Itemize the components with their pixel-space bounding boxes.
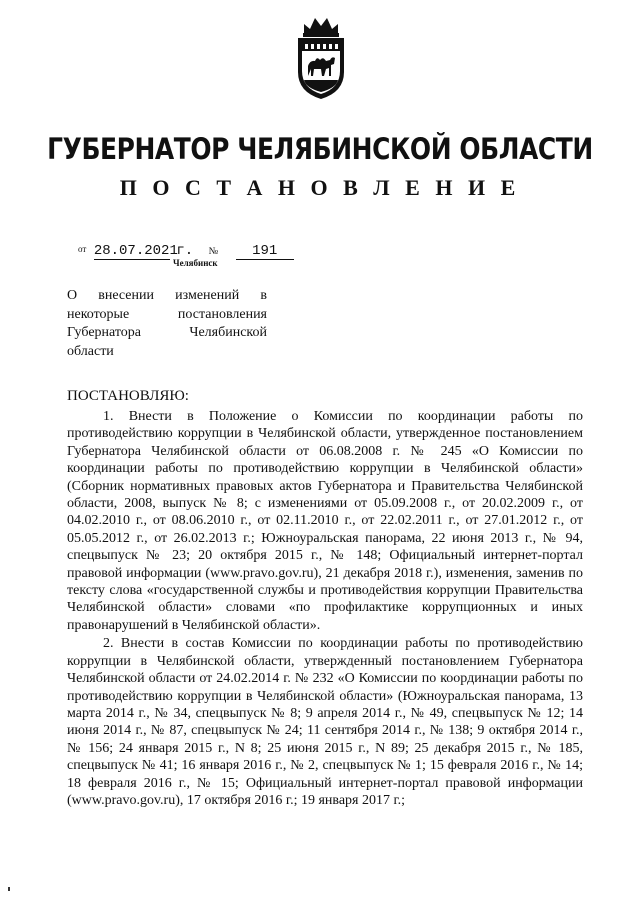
document-body: [67, 408, 583, 809]
document-type: П О С Т А Н О В Л Е Н И Е: [119, 175, 521, 200]
scan-mark: [8, 887, 10, 891]
number-sign: №: [208, 246, 219, 257]
city-label: Челябинск: [173, 258, 218, 268]
paragraph-2: 2. Внести в состав Комиссии по координации работы по противодействию коррупции в Челябинской области, утвержденный постановлением Губернатора Челябинской области от 24.02.2014 г. № 232 «О Комиссии по координации работы по противодействию коррупции в Челябинской области» (Южноуральская панорама, 13 марта 2014 г., № 34, спецвыпуск № 8; 9 апреля 2014 г., № 49, спецвыпуск № 12; 14 июня 2014 г., № 87, спецвыпуск № 24; 11 сентября 2014 г., № 138; 9 октября 2014 г., № 156; 24 января 2015 г., N 8; 25 июня 2015 г., N 89; 25 декабря 2015 г., № 185, спецвыпуск № 41; 16 января 2016 г., № 2, спецвыпуск № 1; 15 февраля 2016 г., № 14; 18 февраля 2016 г., № 15; Официальный интернет-портал правовой информации (www.pravo.gov.ru), 17 октября 2016 г.; 19 января 2017 г.;: [67, 636, 583, 808]
document-subject: О внесении изменений в некоторые постановления Губернатора Челябинской области: [67, 288, 267, 359]
coat-of-arms-icon: [290, 14, 352, 100]
year-suffix: г.: [176, 243, 194, 259]
authority-title: ГУБЕРНАТОР ЧЕЛЯБИНСКОЙ ОБЛАСТИ: [47, 132, 593, 166]
decree-word: ПОСТАНОВЛЯЮ:: [67, 388, 189, 404]
paragraph-1: 1. Внести в Положение о Комиссии по координации работы по противодействию коррупции в Челябинской области, утвержденное постановлением Губернатора Челябинской области от 06.08.2008 г. № 245 «О Комиссии по координации работы по противодействию коррупции в Челябинской области» (Сборник нормативных правовых актов Губернатора и Правительства Челябинской области, 2008, выпуск № 8; с изменениями от 05.09.2008 г., от 20.02.2009 г., от 04.02.2010 г., от 08.06.2010 г., от 02.11.2010 г., от 22.02.2011 г., от 27.01.2012 г., от 05.05.2012 г., от 26.02.2013 г.; Южноуральская панорама, 22 июня 2013 г., № 94, спецвыпуск № 23; 20 октября 2015 г., № 148; Официальный интернет-портал правовой информации (www.pravo.gov.ru), 21 декабря 2018 г.), изменения, заменив по тексту слова «государственной службы и противодействия коррупции Правительства Челябинской области» словами «по профилактике коррупционных и иных правонарушений в Челябинской области».: [67, 409, 583, 633]
document-date: 28.07.2021: [93, 243, 178, 259]
document-number: 191: [236, 244, 294, 260]
date-prefix: от: [78, 244, 87, 254]
